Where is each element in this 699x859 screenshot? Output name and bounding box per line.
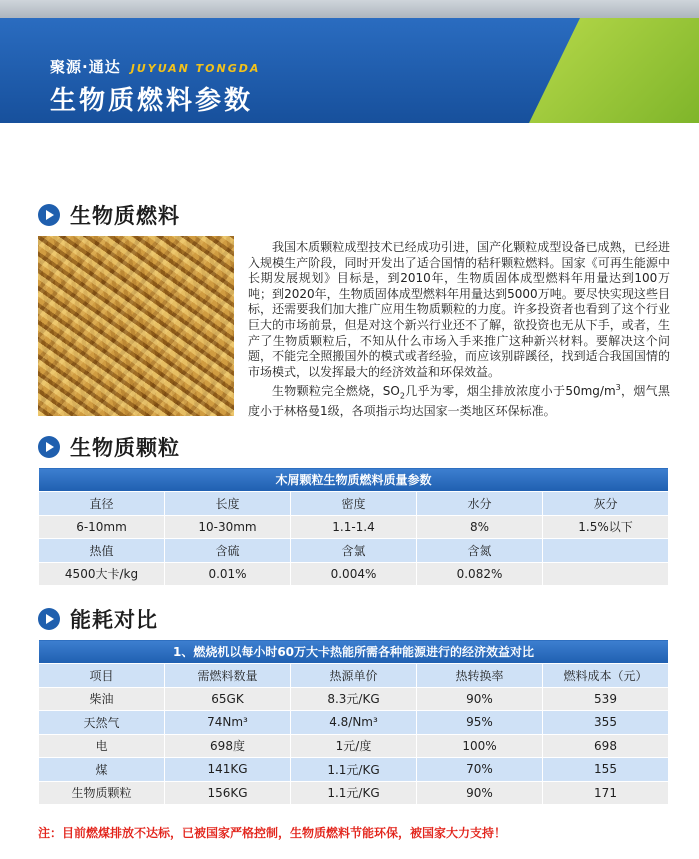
brand-logo xyxy=(50,56,260,77)
table-cell: 141KG xyxy=(165,758,291,782)
pellet-photo xyxy=(38,236,234,416)
table-cell: 539 xyxy=(543,687,669,711)
table-cell: 10-30mm xyxy=(165,515,291,539)
table-cell: 65GK xyxy=(165,687,291,711)
table-cell: 生物质颗粒 xyxy=(39,781,165,805)
header-cell: 需燃料数量 xyxy=(165,664,291,688)
header-cell: 热源单价 xyxy=(291,664,417,688)
table-cell: 70% xyxy=(417,758,543,782)
section-heading-fuel xyxy=(38,200,180,230)
table-cell: 355 xyxy=(543,711,669,735)
table-cell: 8% xyxy=(417,515,543,539)
table-header-row xyxy=(39,664,669,688)
table-row xyxy=(39,758,669,782)
header-cell: 密度 xyxy=(291,492,417,516)
table-caption: 1、燃烧机以每小时60万大卡热能所需各种能源进行的经济效益对比 xyxy=(39,640,669,664)
table-cell: 0.082% xyxy=(417,562,543,586)
table-cell: 1.1-1.4 xyxy=(291,515,417,539)
page-title: 生物质燃料参数 xyxy=(50,86,254,116)
table-row xyxy=(39,687,669,711)
header-cell: 灰分 xyxy=(543,492,669,516)
brand-name-en: JUYUAN TONGDA xyxy=(130,62,261,75)
table-cell: 155 xyxy=(543,758,669,782)
table-header-row xyxy=(39,492,669,516)
header-cell: 长度 xyxy=(165,492,291,516)
table-cell: 1元/度 xyxy=(291,734,417,758)
header-cell: 含硫 xyxy=(165,539,291,563)
table-cell xyxy=(543,562,669,586)
play-bullet-icon xyxy=(38,608,60,630)
table-cell: 90% xyxy=(417,781,543,805)
brand-name-cn: 聚源·通达 xyxy=(50,58,121,76)
header-cell: 含氯 xyxy=(291,539,417,563)
energy-comparison-table xyxy=(38,639,669,805)
table-caption: 木屑颗粒生物质燃料质量参数 xyxy=(39,468,669,492)
table-cell: 156KG xyxy=(165,781,291,805)
table-cell: 95% xyxy=(417,711,543,735)
table-cell: 4500大卡/kg xyxy=(39,562,165,586)
header-cell: 项目 xyxy=(39,664,165,688)
table-cell: 698 xyxy=(543,734,669,758)
table-cell: 天然气 xyxy=(39,711,165,735)
footer-note: 注：目前燃煤排放不达标，已被国家严格控制，生物质燃料节能环保，被国家大力支持！ xyxy=(38,826,507,840)
table-cell: 698度 xyxy=(165,734,291,758)
table-row xyxy=(39,562,669,586)
table-caption-row xyxy=(39,468,669,492)
table-cell: 煤 xyxy=(39,758,165,782)
header-cell: 水分 xyxy=(417,492,543,516)
intro-paragraph-1: 我国木质颗粒成型技术已经成功引进，国产化颗粒成型设备已成熟，已经进入规模生产阶段，同时开发出了适合国情的秸秆颗粒燃料。国家《可再生能源中长期发展规划》目标是，到2010年，生物质固体成型燃料年用量达到100万吨；到2020年，生物质固体成型燃料年用量达到5000万吨。要尽快实现这些目标，还需要我们加大推广应用生物质颗粒的力度。许多投资者也看到了这个行业巨大的市场前景，但是对这个新兴行业还不了解，欲投资也无从下手，或者，生产了生物质颗粒后，不知从什么市场入手来推广这种新兴材料。要解决这个问题，不能完全照搬国外的模式或者经验，而应该别辟蹊径，找到适合我国国情的市场模式，以发挥最大的经济效益和环保效益。 xyxy=(248,240,670,379)
table-row xyxy=(39,711,669,735)
section-title: 能耗对比 xyxy=(70,608,158,632)
banner-top-band xyxy=(0,0,699,18)
intro-paragraph-2: 生物颗粒完全燃烧，$SO_2$几乎为零，烟尘排放浓度小于$50mg/m^3$，烟气黑度小于林格曼1级，各项指示均达国家一类地区环保标准。 xyxy=(248,383,670,419)
intro-text xyxy=(248,240,670,420)
table-cell: 171 xyxy=(543,781,669,805)
table-cell: 1.1元/KG xyxy=(291,758,417,782)
table-cell: 74Nm³ xyxy=(165,711,291,735)
header-cell xyxy=(543,539,669,563)
quality-table xyxy=(38,467,669,586)
play-bullet-icon xyxy=(38,204,60,226)
header-cell: 热转换率 xyxy=(417,664,543,688)
table-row xyxy=(39,734,669,758)
table-cell: 0.004% xyxy=(291,562,417,586)
table-cell: 电 xyxy=(39,734,165,758)
table-row xyxy=(39,515,669,539)
header-cell: 燃料成本（元） xyxy=(543,664,669,688)
table-cell: 柴油 xyxy=(39,687,165,711)
header-cell: 热值 xyxy=(39,539,165,563)
header-banner xyxy=(0,0,699,123)
header-cell: 直径 xyxy=(39,492,165,516)
table-cell: 8.3元/KG xyxy=(291,687,417,711)
table-row xyxy=(39,781,669,805)
header-cell: 含氮 xyxy=(417,539,543,563)
section-heading-pellet xyxy=(38,432,180,462)
table-cell: 6-10mm xyxy=(39,515,165,539)
table-cell: 0.01% xyxy=(165,562,291,586)
table-cell: 1.5%以下 xyxy=(543,515,669,539)
table-cell: 1.1元/KG xyxy=(291,781,417,805)
table-header-row xyxy=(39,539,669,563)
table-cell: 100% xyxy=(417,734,543,758)
section-title: 生物质燃料 xyxy=(70,204,180,228)
table-cell: 90% xyxy=(417,687,543,711)
play-bullet-icon xyxy=(38,436,60,458)
section-title: 生物质颗粒 xyxy=(70,436,180,460)
table-caption-row xyxy=(39,640,669,664)
section-heading-energy xyxy=(38,604,158,634)
table-cell: 4.8/Nm³ xyxy=(291,711,417,735)
